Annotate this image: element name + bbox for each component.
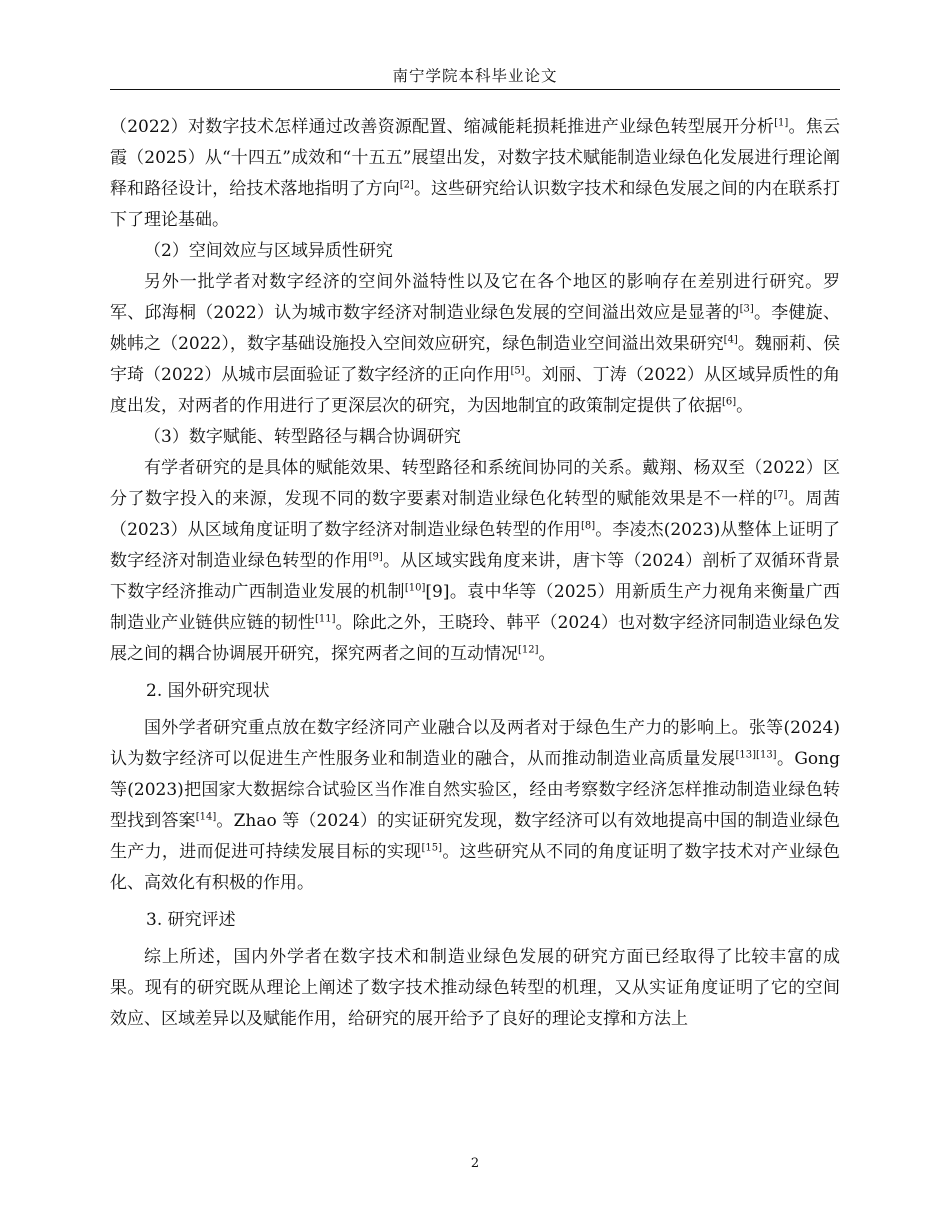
text-run: 。Zhao 等（2024）的实证研究发现，数字经济可以有效地提高中国的制造业绿色生产力，进而促进可持续发展目标的实现	[110, 811, 840, 862]
text-run: 另外一批学者对数字经济的空间外溢特性以及它在各个地区的影响存在差别进行研究。罗军、邱海桐（2022）认为城市数字经济对制造业绿色发展的空间溢出效应是显著的	[110, 272, 840, 323]
text-run: 。	[736, 396, 754, 416]
citation: [14]	[195, 811, 217, 823]
citation: [8]	[581, 520, 596, 532]
paragraph-3	[110, 453, 840, 670]
citation: [1]	[774, 117, 789, 129]
text-run: 。这些研究给认识数字技术和绿色发展之间的内在联系打下了理论基础。	[110, 179, 841, 230]
citation: [15]	[421, 842, 443, 854]
citation: [6]	[722, 396, 737, 408]
citation: [13][13]	[735, 749, 777, 761]
text-run: 国外学者研究重点放在数字经济同产业融合以及两者对于绿色生产力的影响上。张等(2024)认为数字经济可以促进生产性服务业和制造业的融合，从而推动制造业高质量发展	[110, 718, 840, 769]
paragraph-4	[110, 713, 840, 899]
paragraph-1	[110, 112, 840, 236]
text-run: [9]。袁中华等（2025）用新质生产力视角来衡量广西制造业产业链供应链的韧性	[110, 582, 841, 633]
header-rule	[110, 89, 840, 90]
text-run: 。李健旋、姚帏之（2022），数字基础设施投入空间效应研究，绿色制造业空间溢出效果研究	[110, 303, 841, 354]
citation: [12]	[518, 644, 539, 656]
citation: [10]	[404, 582, 426, 594]
text-run: 。李凌杰(2023)从整体上证明了数字经济对制造业绿色转型的作用	[110, 520, 841, 571]
text-run: 。除此之外，王晓玲、韩平（2024）也对数字经济同制造业绿色发展之间的耦合协调展开研究，探究两者之间的互动情况	[110, 613, 841, 664]
paragraph-5: 综上所述，国内外学者在数字技术和制造业绿色发展的研究方面已经取得了比较丰富的成果。现有的研究既从理论上阐述了数字技术推动绿色转型的机理，又从实证角度证明了它的空间效应、区域差异以及赋能作用，给研究的展开给予了良好的理论支撑和方法上	[110, 947, 840, 1029]
citation: [4]	[723, 334, 738, 346]
citation: [3]	[739, 303, 754, 315]
citation: [5]	[510, 365, 525, 377]
text-run: 有学者研究的是具体的赋能效果、转型路径和系统间协同的关系。戴翔、杨双至（2022）区分了数字投入的来源，发现不同的数字要素对制造业绿色化转型的赋能效果是不一样的	[110, 458, 840, 509]
body-text	[110, 112, 840, 1035]
text-run: 。魏丽莉、侯宇琦（2022）从城市层面验证了数字经济的正向作用	[110, 334, 840, 385]
text-run: 。这些研究从不同的角度证明了数字技术对产业绿色化、高效化有积极的作用。	[110, 842, 841, 893]
citation: [7]	[773, 489, 788, 501]
text-run: 。从区域实践角度来讲，唐卞等（2024）剖析了双循环背景下数字经济推动广西制造业发展的机制	[110, 551, 841, 602]
citation: [2]	[399, 179, 414, 191]
citation: [9]	[368, 551, 383, 563]
text-run: 。Gong 等(2023)把国家大数据综合试验区当作准自然实验区，经由考察数字经济怎样推动制造业绿色转型找到答案	[110, 749, 840, 831]
text-run: 。周茜（2023）从区域角度证明了数字经济对制造业绿色转型的作用	[110, 489, 841, 540]
subheading-spatial-effect: （2）空间效应与区域异质性研究	[144, 241, 393, 261]
subheading-digital-empowerment: （3）数字赋能、转型路径与耦合协调研究	[144, 427, 461, 447]
citation: [11]	[314, 613, 336, 625]
text-run: 。焦云霞（2025）从“十四五”成效和“十五五”展望出发，对数字技术赋能制造业绿色化发展进行理论阐释和路径设计，给技术落地指明了方向	[110, 117, 840, 199]
page-number: 2	[470, 1156, 480, 1171]
text-run: 。	[538, 644, 556, 664]
paragraph-2	[110, 267, 840, 422]
text-run: 。刘丽、丁涛（2022）从区域异质性的角度出发，对两者的作用进行了更深层次的研究，为因地制宜的政策制定提供了依据	[110, 365, 841, 416]
section-heading-foreign-research: 2. 国外研究现状	[146, 681, 270, 701]
running-header: 南宁学院本科毕业论文	[392, 67, 558, 85]
text-run: （2022）对数字技术怎样通过改善资源配置、缩减能耗损耗推进产业绿色转型展开分析	[110, 117, 775, 137]
section-heading-research-review: 3. 研究评述	[146, 910, 236, 930]
